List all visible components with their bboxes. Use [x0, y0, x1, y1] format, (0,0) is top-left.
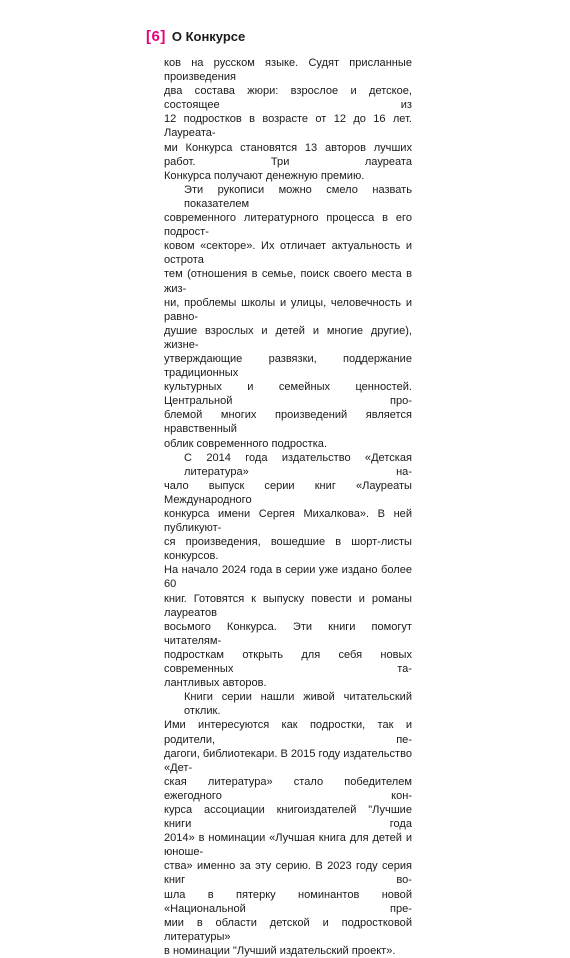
- text-line: ни, проблемы школы и улицы, человечность и равно-: [164, 296, 412, 323]
- text-line: ская литература» стало победителем ежегодного кон-: [164, 775, 412, 802]
- text-line: утверждающие развязки, поддержание традиционных: [164, 352, 412, 380]
- text-line: два состава жюри: взрослое и детское, состоящее из: [164, 85, 412, 112]
- text-line: Ими интересуются как подростки, так и родители, пе-: [164, 719, 412, 746]
- text-line: курса ассоциации книгоиздателей "Лучшие книги года: [164, 803, 412, 831]
- text-line: мии в области детской и подростковой литературы»: [164, 916, 412, 943]
- text-line: книг. Готовятся к выпуску повести и романы лауреатов: [164, 592, 412, 619]
- text-line: С 2014 года издательство «Детская литература» на-: [184, 451, 412, 478]
- text-line: ми Конкурса становятся 13 авторов лучших работ. Три лауреата: [164, 141, 412, 168]
- text-line: современного литературного процесса в его подрост-: [164, 212, 412, 239]
- text-line: лантливых авторов.: [164, 677, 267, 690]
- text-line: культурных и семейных ценностей. Центральной про-: [164, 381, 412, 408]
- text-line: ковом «секторе». Их отличает актуальность и острота: [164, 240, 412, 267]
- text-line: 12 подростков в возрасте от 12 до 16 лет. Лауреата-: [164, 113, 412, 140]
- paragraph: [164, 183, 412, 451]
- text-line: конкурса имени Сергея Михалкова». В ней публикуют-: [164, 508, 412, 535]
- text-line: шла в пятерку номинантов новой «Национальной пре-: [164, 888, 412, 915]
- text-line: ков на русском языке. Судят присланные произведения: [164, 57, 412, 84]
- text-line: дагоги, библиотекари. В 2015 году издательство «Дет-: [164, 747, 412, 774]
- text-line: 2014» в номинации «Лучшая книга для детей и юноше-: [164, 832, 412, 859]
- text-line: блемой многих произведений является нравственный: [164, 409, 412, 436]
- text-line: чало выпуск серии книг «Лауреаты Международного: [164, 479, 412, 506]
- running-title: О Конкурсе: [171, 29, 246, 44]
- text-line: Конкурса получают денежную премию.: [164, 169, 365, 182]
- paragraph: [164, 451, 412, 691]
- text-line: душие взрослых и детей и многие другие), жизне-: [164, 324, 412, 351]
- text-line: облик современного подростка.: [164, 437, 328, 450]
- text-line: На начало 2024 года в серии уже издано более 60: [164, 564, 412, 591]
- text-line: ства» именно за эту серию. В 2023 году серия книг во-: [164, 860, 412, 887]
- text-line: Эти рукописи можно смело назвать показателем: [184, 183, 412, 210]
- running-header: [146, 28, 245, 45]
- text-line: в номинации "Лучший издательский проект».: [164, 944, 396, 957]
- page-number: [6]: [146, 28, 166, 45]
- text-line: Книги серии нашли живой читательский отклик.: [184, 691, 412, 718]
- text-line: ся произведения, вошедшие в шорт-листы конкурсов.: [164, 536, 412, 563]
- text-line: подросткам открыть для себя новых современных та-: [164, 648, 412, 676]
- text-line: тем (отношения в семье, поиск своего места в жиз-: [164, 268, 412, 295]
- text-line: восьмого Конкурса. Эти книги помогут читателям-: [164, 620, 412, 647]
- paragraph: [164, 56, 412, 183]
- body-text: [164, 56, 412, 958]
- paragraph: [164, 690, 412, 958]
